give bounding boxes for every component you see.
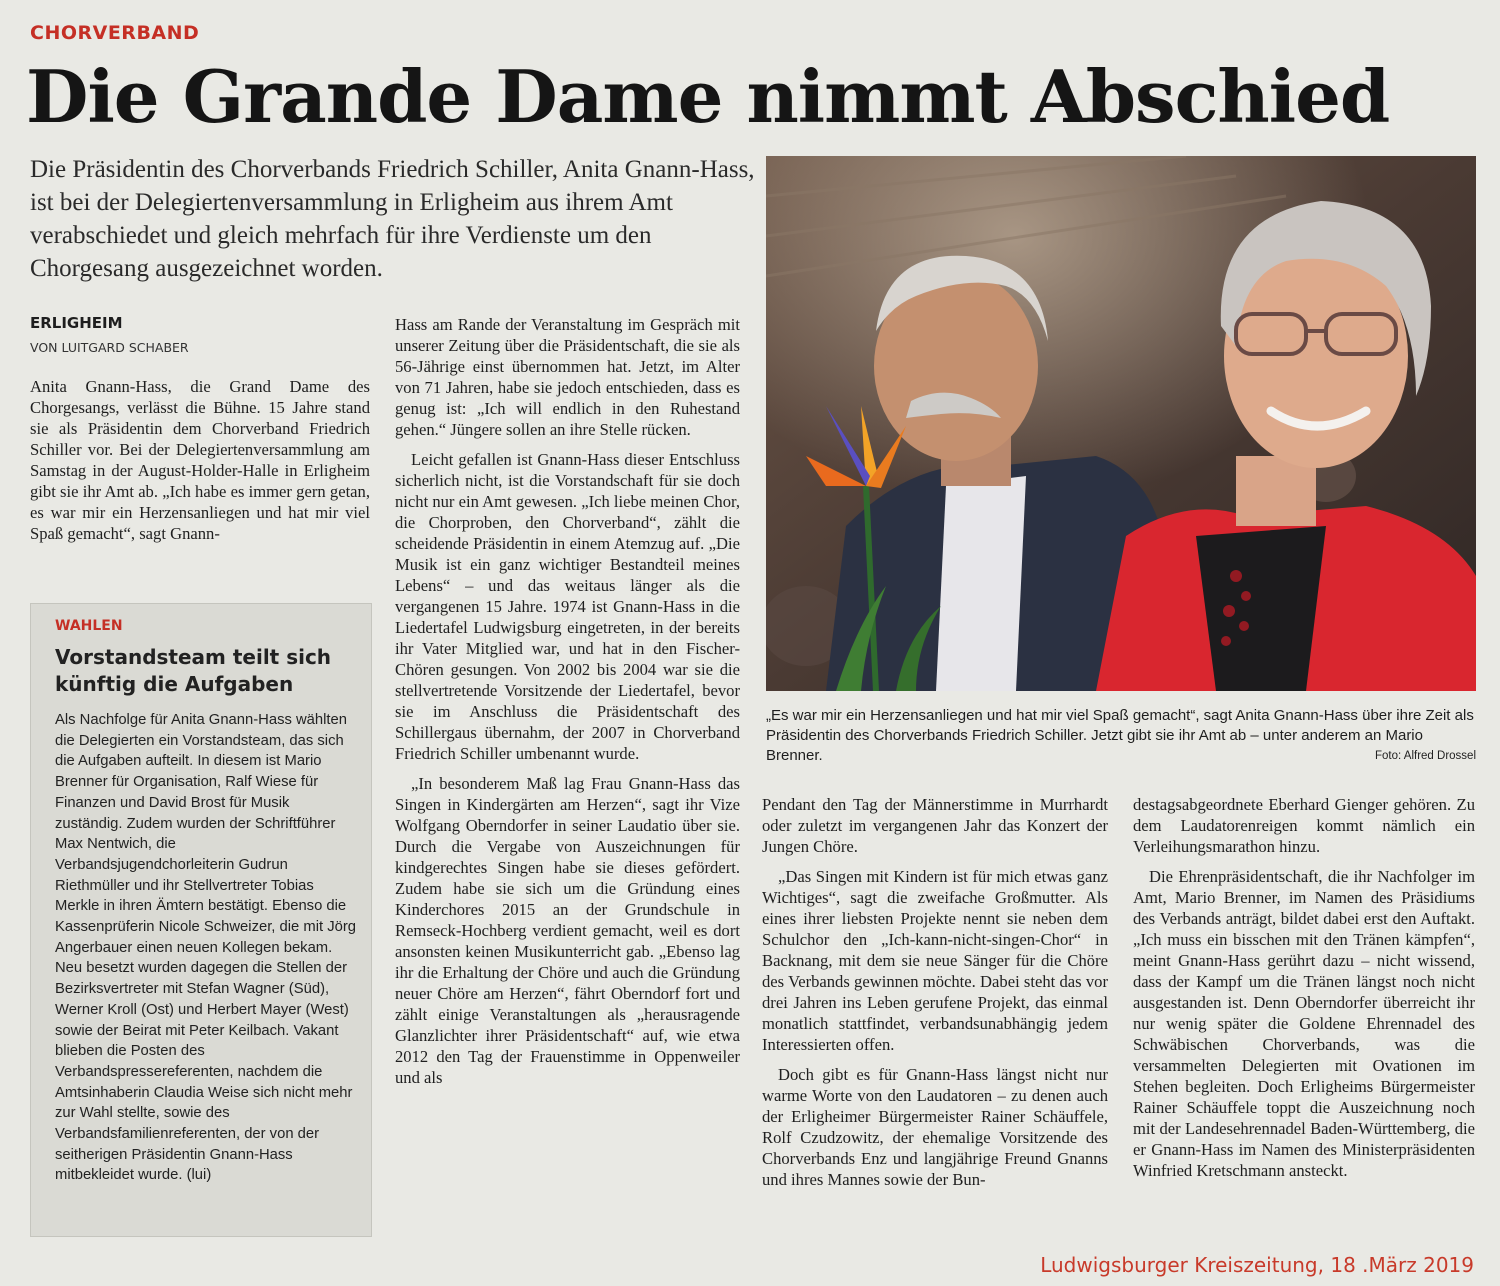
sidebar-box-wahlen: [30, 603, 372, 1237]
article-column-2: [395, 314, 740, 1088]
paragraph: Leicht gefallen ist Gnann-Hass dieser Entschluss sicherlich nicht, ist die Vorstandschaft für sie doch nicht nur ein Amt gewesen. „Ich liebe meinen Chor, die Chorproben, den Chorverband“, zählt die scheidende Präsidentin in einem Atemzug auf. „Die Musik ist ein ganz wichtiger Bestandteil meines Lebens“ – und das weitaus länger als die vergangenen 15 Jahre. 1974 ist Gnann-Hass in die Liedertafel Ludwigsburg eingetreten, in der bereits ihr Vater Mitglied war, und hat in den Fischer-Chören gesungen. Von 2002 bis 2004 war sie die stellvertretende Vorsitzende der Liedertafel, bevor sie im Anschluss die Präsidentschaft des Schillergaus übernahm, der 2007 in Chorverband Friedrich Schiller umbenannt wurde.: [395, 450, 740, 763]
article-column-1: [30, 376, 370, 544]
paragraph: „In besonderem Maß lag Frau Gnann-Hass das Singen in Kindergärten am Herzen“, sagt ihr Vize Wolfgang Oberndorfer in seiner Laudatio über sie. Durch die Vergabe von Auszeichnungen für kindgerechtes Singen habe sie dieses gefördert. Zudem habe sie sich um die Gründung eines Kinderchores 2015 an der Grundschule in Remseck-Hochberg verdient gemacht, weil es dort ansonsten keinen Musikunterricht gab. „Ebenso lag ihr die Erhaltung der Chöre und auch die Gründung neuer Chöre am Herzen“, fährt Oberndorf fort und zählt einige Veranstaltungen als „herausragende Glanzlichter ihrer Präsidentschaft“ auf, wie etwa 2012 den Tag der Frauenstimme in Oppenweiler und als: [395, 774, 740, 1087]
photo-illustration: [766, 156, 1476, 691]
article-column-4: [1133, 794, 1475, 1181]
box-paragraph: Neu besetzt wurden dagegen die Stellen der Bezirksvertreter mit Stefan Wagner (Süd), Werner Kroll (Ost) und Herbert Mayer (West) sowie der Beirat mit Peter Keilbach. Vakant blieben die Posten des Verbandspressereferenten, nachdem die Amtsinhaberin Claudia Weise sich nicht mehr zur Wahl stellte, sowie des Verbandsfamilienreferenten, der von der seitherigen Präsidentin Gnann-Hass mitbekleidet wurde. (lui): [55, 960, 353, 1184]
headline: Die Grande Dame nimmt Abschied: [26, 54, 1390, 139]
source-label: Ludwigsburger Kreiszeitung, 18 .März 2019: [1040, 1253, 1474, 1277]
paragraph: Hass am Rande der Veranstaltung im Gespräch mit unserer Zeitung über die Präsidentschaft, die sie als 56-Jährige einst übernommen hat. Jetzt, im Alter von 71 Jahren, habe sie jedoch entschieden, dass es genug ist: „Ich will endlich in den Ruhestand gehen.“ Jüngere sollen an ihre Stelle rücken.: [395, 315, 740, 439]
news-photo: [766, 156, 1476, 691]
box-title: Vorstandsteam teilt sich künftig die Aufgaben: [55, 645, 332, 696]
section-kicker: CHORVERBAND: [30, 22, 200, 44]
byline: VON LUITGARD SCHABER: [30, 340, 189, 355]
paragraph: destagsabgeordnete Eberhard Gienger gehören. Zu dem Laudatorenreigen kommt nämlich ein Verleihungsmarathon hinzu.: [1133, 795, 1475, 856]
paragraph: Doch gibt es für Gnann-Hass längst nicht nur warme Worte von den Laudatoren – zu denen auch der Erligheimer Bürgermeister Rainer Schäuffele, Rolf Czudzowitz, der ehemalige Vorsitzende des Chorverbands Enz und langjährige Freund Gnanns und ihres Mannes sowie der Bun-: [762, 1065, 1108, 1189]
photo-credit: Foto: Alfred Drossel: [1375, 750, 1476, 762]
photo-caption: „Es war mir ein Herzensanliegen und hat mir viel Spaß gemacht“, sagt Anita Gnann-Hass über ihre Zeit als Präsidentin des Chorverbands Friedrich Schiller. Jetzt gibt sie ihr Amt ab – unter anderem an Mario Brenner.: [766, 707, 1474, 764]
paragraph: Pendant den Tag der Männerstimme in Murrhardt oder zuletzt im vergangenen Jahr das Konzert der Jungen Chöre.: [762, 795, 1108, 856]
paragraph: Die Ehrenpräsidentschaft, die ihr Nachfolger im Amt, Mario Brenner, im Namen des Präsidiums des Verbands anträgt, bildet dabei erst den Auftakt. „Ich muss ein bisschen mit den Tränen kämpfen“, meint Gnann-Hass gerührt dazu – nicht wissend, dass der Kampf um die Tränen längst noch nicht ausgestanden ist. Denn Oberndorfer überreicht ihr nur wenig später die Goldene Ehrennadel des Schwäbischen Chorverbands, was die versammelten Delegierten mit Ovationen im Stehen begleiten. Doch Erligheims Bürgermeister Rainer Schäuffele toppt die Auszeichnung noch mit der Landesehrennadel Baden-Württemberg, die er Gnann-Hass im Namen des Ministerpräsidenten Winfried Kretschmann ansteckt.: [1133, 867, 1475, 1180]
box-paragraph: Als Nachfolge für Anita Gnann-Hass wählten die Delegierten ein Vorstandsteam, das sich die Aufgaben aufteilt. In diesem ist Mario Brenner für Organisation, Ralf Wiese für Finanzen und David Brost für Musik zuständig. Zudem wurden der Schriftführer Max Nentwich, die Verbandsjugendchorleiterin Gudrun Riethmüller und ihr Stellvertreter Tobias Merkle in ihren Ämtern bestätigt. Ebenso die Kassenprüferin Nicole Schweizer, die mit Jörg Angerbauer einen neuen Kollegen bekam.: [55, 712, 357, 956]
box-body: [55, 710, 357, 1186]
lead-paragraph: Die Präsidentin des Chorverbands Friedrich Schiller, Anita Gnann-Hass, ist bei der Delegiertenversammlung in Erligheim aus ihrem Amt verabschiedet und gleich mehrfach für ihre Verdienste um den Chorgesang ausgezeichnet worden.: [30, 156, 755, 282]
paragraph: „Das Singen mit Kindern ist für mich etwas ganz Wichtiges“, sagt die zweifache Großmutter. Als eines ihrer liebsten Projekte nennt sie neben dem Schulchor den „Ich-kann-nicht-singen-Chor“ in Backnang, mit dem sie neue Sänger für die Chöre des Verbands gewinnen möchte. Dabei steht das vor drei Jahren ins Leben gerufene Projekt, das einmal monatlich stattfindet, verbandsunabhängig jedem Interessierten offen.: [762, 867, 1108, 1054]
article-column-3: [762, 794, 1108, 1190]
dateline: ERLIGHEIM: [30, 314, 123, 332]
box-kicker: WAHLEN: [55, 618, 123, 634]
paragraph: Anita Gnann-Hass, die Grand Dame des Chorgesangs, verlässt die Bühne. 15 Jahre stand sie als Präsidentin dem Chorverband Friedrich Schiller vor. Bei der Delegiertenversammlung am Samstag in der August-Holder-Halle in Erligheim gibt sie ihr Amt ab. „Ich habe es immer gern getan, es war mir ein Herzensanliegen und hat mir viel Spaß gemacht“, sagt Gnann-: [30, 377, 370, 543]
